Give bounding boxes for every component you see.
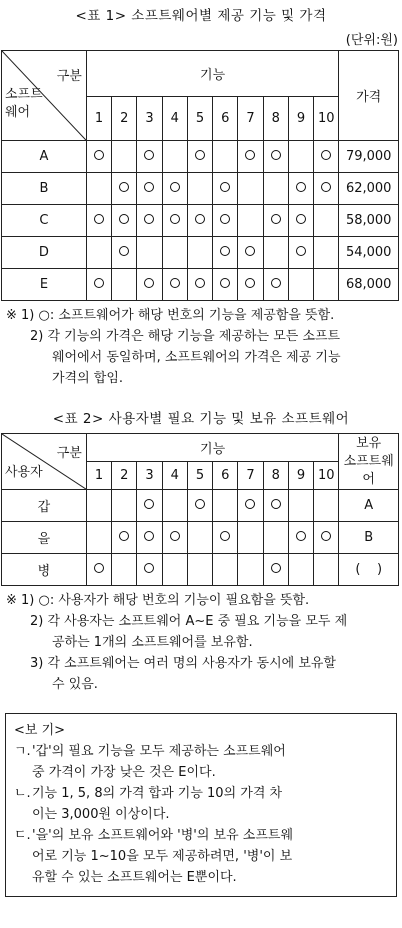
table2-feature-header: 9 <box>288 462 313 490</box>
table1-row-price: 68,000 <box>339 269 399 301</box>
circle-mark-icon <box>195 278 205 288</box>
table1-cell <box>238 237 263 269</box>
table2-feature-header: 10 <box>314 462 339 490</box>
table1 <box>1 50 399 301</box>
table1-unit: (단위:원) <box>345 33 398 48</box>
table2-row <box>2 554 399 586</box>
table1-cell <box>238 141 263 173</box>
table2-cell <box>263 490 288 522</box>
table1-cell <box>187 205 212 237</box>
table2-row-name: 을 <box>2 522 87 554</box>
table1-cell <box>314 205 339 237</box>
example-text: '을'의 보유 소프트웨어와 '병'의 보유 소프트웨 어로 기능 1~10을 모두 제공하려면, '병'이 보 유할 수 있는 소프트웨어는 E뿐이다. <box>32 828 294 885</box>
table2-cell <box>112 490 137 522</box>
table1-cell <box>213 173 238 205</box>
table2-row <box>2 490 399 522</box>
table2-cell <box>238 490 263 522</box>
example-item <box>14 741 388 783</box>
table1-cell <box>263 237 288 269</box>
circle-mark-icon <box>144 150 154 160</box>
table1-row-price: 79,000 <box>339 141 399 173</box>
table2-diag-top: 구분 <box>56 446 82 461</box>
table1-cell <box>288 173 313 205</box>
table2-cell <box>162 554 187 586</box>
table2-feature-header: 5 <box>187 462 212 490</box>
table2-header-owned: 보유 소프트웨어 <box>339 434 399 490</box>
example-mark: ㄷ. <box>14 828 31 843</box>
table1-cell <box>112 237 137 269</box>
table2-feature-header: 1 <box>86 462 111 490</box>
example-mark: ㄱ. <box>14 744 31 759</box>
circle-mark-icon <box>94 150 104 160</box>
circle-mark-icon <box>144 182 154 192</box>
table1-cell <box>112 205 137 237</box>
table1-feature-header: 2 <box>112 97 137 141</box>
table2-cell <box>137 554 162 586</box>
table2-diagonal-header <box>2 434 87 490</box>
circle-mark-icon <box>119 182 129 192</box>
table2-cell <box>187 522 212 554</box>
example-text: 기능 1, 5, 8의 가격 합과 기능 10의 가격 차 이는 3,000원 이상이다. <box>32 786 283 822</box>
table1-cell <box>263 269 288 301</box>
table1-feature-header: 7 <box>238 97 263 141</box>
circle-mark-icon <box>119 214 129 224</box>
table2-feature-header: 2 <box>112 462 137 490</box>
circle-mark-icon <box>296 182 306 192</box>
table2-cell <box>213 522 238 554</box>
table1-note: 2) 각 기능의 가격은 해당 기능을 제공하는 모든 소프트 <box>30 329 341 344</box>
table1-row <box>2 269 399 301</box>
table1-cell <box>162 237 187 269</box>
table2-row-owned: ( ) <box>339 554 399 586</box>
table2-feature-header: 8 <box>263 462 288 490</box>
table1-cell <box>288 269 313 301</box>
circle-mark-icon <box>220 531 230 541</box>
table2-cell <box>288 554 313 586</box>
table1-feature-header: 8 <box>263 97 288 141</box>
table2-row-owned: B <box>339 522 399 554</box>
table2-cell <box>187 554 212 586</box>
table1-cell <box>86 173 111 205</box>
table1-note: 웨어에서 동일하며, 소프트웨어의 가격은 제공 기능 <box>52 350 341 365</box>
table2-cell <box>137 490 162 522</box>
table1-diag-bottom: 소프트 웨어 <box>5 87 43 120</box>
table2-cell <box>314 490 339 522</box>
table1-cell <box>187 141 212 173</box>
table2-cell <box>112 554 137 586</box>
circle-mark-icon <box>271 563 281 573</box>
circle-mark-icon <box>119 246 129 256</box>
circle-mark-icon <box>144 278 154 288</box>
table1-cell <box>288 205 313 237</box>
table2-cell <box>137 522 162 554</box>
table1-cell <box>213 205 238 237</box>
table2-row-owned: A <box>339 490 399 522</box>
table2-title: <표 2> 사용자별 필요 기능 및 보유 소프트웨어 <box>52 411 350 427</box>
circle-mark-icon <box>245 150 255 160</box>
circle-mark-icon <box>170 182 180 192</box>
table2-cell <box>86 522 111 554</box>
table2-note: 3) 각 소프트웨어는 여러 명의 사용자가 동시에 보유할 <box>30 656 336 671</box>
table2-cell <box>238 554 263 586</box>
table1-cell <box>263 205 288 237</box>
circle-mark-icon <box>119 531 129 541</box>
circle-mark-icon <box>271 278 281 288</box>
table1-feature-header: 5 <box>187 97 212 141</box>
examples-box <box>5 713 397 897</box>
circle-mark-icon <box>144 563 154 573</box>
table1-feature-header: 6 <box>213 97 238 141</box>
circle-mark-icon <box>220 278 230 288</box>
circle-mark-icon <box>195 499 205 509</box>
circle-mark-icon <box>220 182 230 192</box>
circle-mark-icon <box>195 150 205 160</box>
table2-cell <box>86 490 111 522</box>
table1-cell <box>314 237 339 269</box>
table1-row-price: 62,000 <box>339 173 399 205</box>
table1-cell <box>213 269 238 301</box>
circle-mark-icon <box>94 214 104 224</box>
table1-header-price: 가격 <box>339 51 399 141</box>
table1-cell <box>86 205 111 237</box>
table1-cell <box>187 269 212 301</box>
circle-mark-icon <box>271 499 281 509</box>
circle-mark-icon <box>94 563 104 573</box>
table1-cell <box>86 269 111 301</box>
table2-header-feature: 기능 <box>86 434 339 462</box>
table1-cell <box>238 269 263 301</box>
table1-cell <box>137 205 162 237</box>
table2-feature-header: 7 <box>238 462 263 490</box>
table1-row-name: B <box>2 173 87 205</box>
table1-cell <box>162 205 187 237</box>
table2-feature-header: 6 <box>213 462 238 490</box>
table1-row-price: 58,000 <box>339 205 399 237</box>
table1-row <box>2 141 399 173</box>
table1-note: ※ 1) ○: 소프트웨어가 해당 번호의 기능을 제공함을 뜻함. <box>6 308 335 323</box>
example-mark: ㄴ. <box>14 786 31 801</box>
table1-title: <표 1> 소프트웨어별 제공 기능 및 가격 <box>75 8 327 24</box>
table1-cell <box>213 141 238 173</box>
circle-mark-icon <box>195 214 205 224</box>
circle-mark-icon <box>271 214 281 224</box>
table2-cell <box>288 490 313 522</box>
table1-cell <box>288 237 313 269</box>
examples-title: <보 기> <box>14 723 66 738</box>
table2-cell <box>288 522 313 554</box>
circle-mark-icon <box>245 499 255 509</box>
circle-mark-icon <box>321 150 331 160</box>
table2-cell <box>86 554 111 586</box>
table2-cell <box>112 522 137 554</box>
table2-note: 2) 각 사용자는 소프트웨어 A~E 중 필요 기능을 모두 제 <box>30 614 348 629</box>
example-item <box>14 825 388 888</box>
circle-mark-icon <box>321 531 331 541</box>
circle-mark-icon <box>94 278 104 288</box>
table2-cell <box>162 490 187 522</box>
table1-feature-header: 3 <box>137 97 162 141</box>
table2-feature-header: 3 <box>137 462 162 490</box>
table2-note: 수 있음. <box>52 677 98 692</box>
table2-cell <box>263 554 288 586</box>
table1-cell <box>213 237 238 269</box>
table1-cell <box>288 141 313 173</box>
table2-diag-bottom: 사용자 <box>5 465 43 480</box>
table1-row <box>2 237 399 269</box>
circle-mark-icon <box>220 246 230 256</box>
table1-row-name: A <box>2 141 87 173</box>
table1-cell <box>238 173 263 205</box>
circle-mark-icon <box>170 531 180 541</box>
table1-feature-header: 1 <box>86 97 111 141</box>
circle-mark-icon <box>220 214 230 224</box>
table1-cell <box>112 173 137 205</box>
table2-notes <box>0 590 402 695</box>
table1-cell <box>112 269 137 301</box>
table2-cell <box>162 522 187 554</box>
circle-mark-icon <box>296 246 306 256</box>
circle-mark-icon <box>170 278 180 288</box>
table1-diagonal-header <box>2 51 87 141</box>
table1-row-price: 54,000 <box>339 237 399 269</box>
table2-cell <box>314 554 339 586</box>
table1-cell <box>187 237 212 269</box>
example-text: '갑'의 필요 기능을 모두 제공하는 소프트웨어 중 가격이 가장 낮은 것은 E이다. <box>32 744 286 780</box>
table1-notes <box>0 305 402 389</box>
table1-cell <box>238 205 263 237</box>
table1-cell <box>137 141 162 173</box>
table1-diag-top: 구분 <box>56 69 82 84</box>
table1-feature-header: 4 <box>162 97 187 141</box>
table2-cell <box>187 490 212 522</box>
table2-cell <box>238 522 263 554</box>
circle-mark-icon <box>245 246 255 256</box>
table1-cell <box>314 173 339 205</box>
circle-mark-icon <box>245 278 255 288</box>
table1-note: 가격의 합임. <box>52 371 124 386</box>
table2-row <box>2 522 399 554</box>
circle-mark-icon <box>321 182 331 192</box>
circle-mark-icon <box>170 214 180 224</box>
table2 <box>1 433 399 586</box>
table2-note: 공하는 1개의 소프트웨어를 보유함. <box>52 635 253 650</box>
table2-row-name: 병 <box>2 554 87 586</box>
circle-mark-icon <box>144 499 154 509</box>
circle-mark-icon <box>296 531 306 541</box>
table1-cell <box>137 173 162 205</box>
circle-mark-icon <box>296 214 306 224</box>
table1-cell <box>162 173 187 205</box>
table1-feature-header: 9 <box>288 97 313 141</box>
table1-cell <box>112 141 137 173</box>
table2-feature-header: 4 <box>162 462 187 490</box>
table1-row <box>2 173 399 205</box>
table1-row-name: E <box>2 269 87 301</box>
table1-cell <box>187 173 212 205</box>
table1-cell <box>162 141 187 173</box>
table1-cell <box>162 269 187 301</box>
table1-cell <box>314 269 339 301</box>
table2-note: ※ 1) ○: 사용자가 해당 번호의 기능이 필요함을 뜻함. <box>6 593 310 608</box>
table2-cell <box>263 522 288 554</box>
table2-cell <box>213 554 238 586</box>
circle-mark-icon <box>271 150 281 160</box>
example-item <box>14 783 388 825</box>
table1-cell <box>137 269 162 301</box>
table1-row <box>2 205 399 237</box>
table1-cell <box>263 173 288 205</box>
table1-feature-header: 10 <box>314 97 339 141</box>
table1-row-name: D <box>2 237 87 269</box>
table1-cell <box>137 237 162 269</box>
table2-cell <box>314 522 339 554</box>
table1-cell <box>314 141 339 173</box>
table1-row-name: C <box>2 205 87 237</box>
table1-cell <box>263 141 288 173</box>
table2-row-name: 갑 <box>2 490 87 522</box>
circle-mark-icon <box>144 531 154 541</box>
circle-mark-icon <box>144 214 154 224</box>
table2-cell <box>213 490 238 522</box>
table1-cell <box>86 237 111 269</box>
table1-header-feature: 기능 <box>86 51 339 97</box>
table1-cell <box>86 141 111 173</box>
